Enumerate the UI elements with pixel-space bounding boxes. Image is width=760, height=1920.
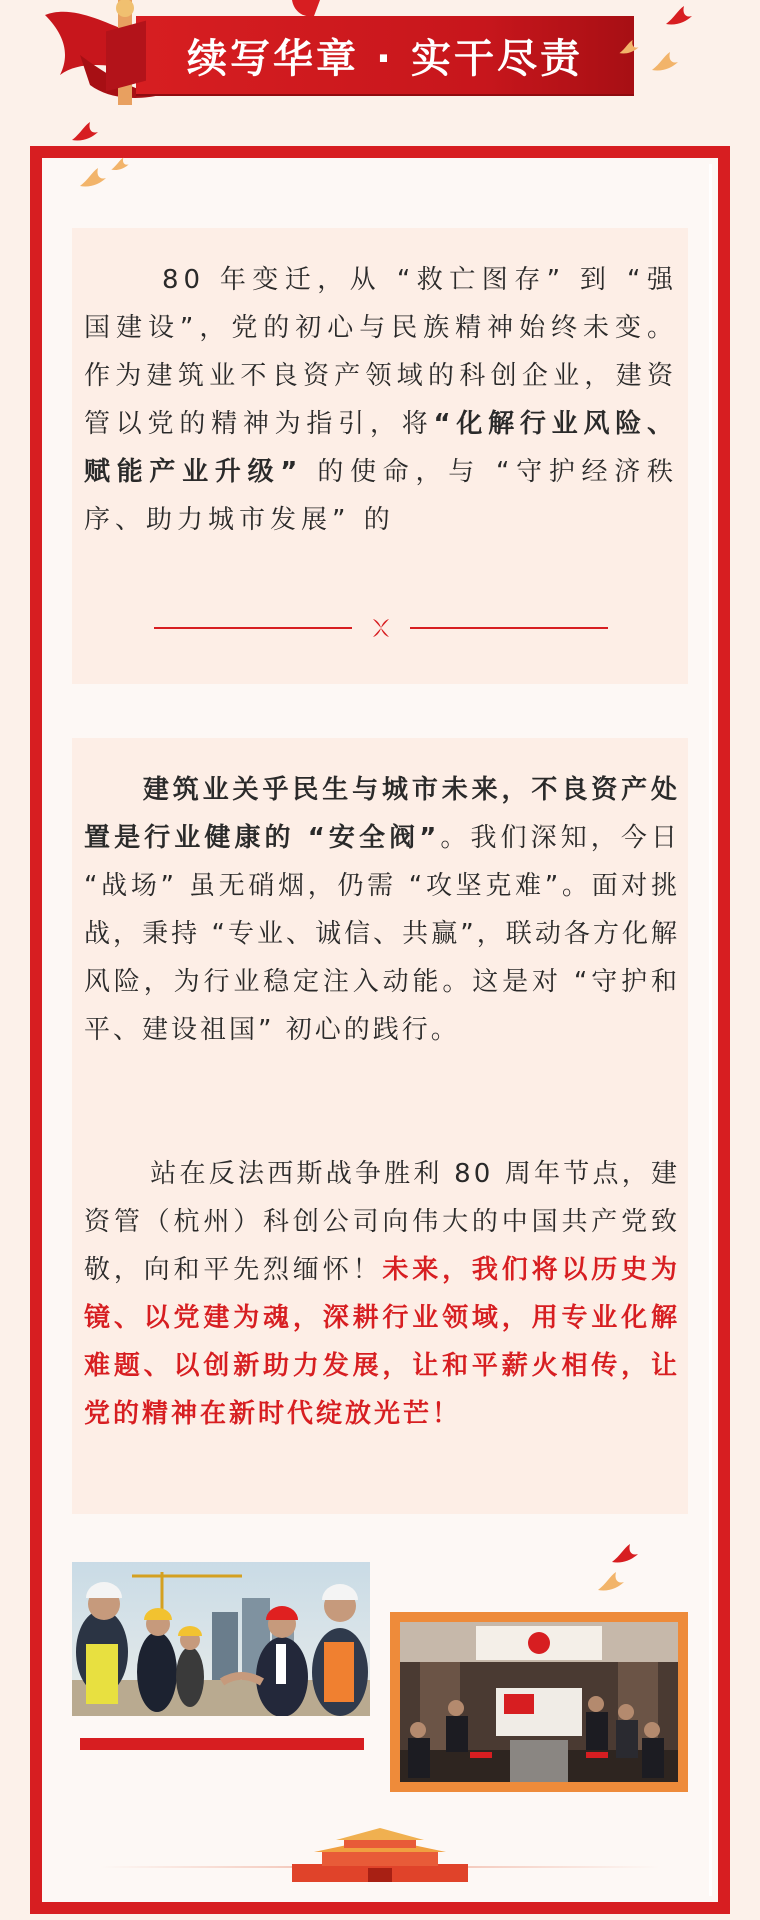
dove-icon	[596, 1570, 626, 1596]
title-banner	[136, 16, 634, 94]
divider-left	[154, 627, 352, 629]
paragraph-text: 站在反法西斯战争胜利 80 周年节点，建资管（杭州）科创公司向伟大的中国共产党致敬，向和平先烈缅怀！	[84, 1159, 680, 1285]
future-pledge-highlight: 未来，我们将以历史为镜、以党建为魂，深耕行业领域，用专业化解难题、以创新助力发展，让和平薪火相传，让党的精神在新时代绽放光芒！	[84, 1255, 680, 1429]
page-title: 续写华章 · 实干尽责	[186, 35, 584, 82]
party-meeting-photo	[400, 1622, 678, 1782]
party-meeting-photo-frame	[390, 1612, 688, 1792]
construction-handshake-photo	[72, 1562, 370, 1716]
paragraph-tribute	[84, 1150, 680, 1438]
dove-icon	[610, 1542, 640, 1568]
dove-icon	[618, 38, 640, 58]
dove-icon	[650, 50, 680, 76]
dove-icon	[664, 4, 694, 30]
photo-underline-bar	[80, 1738, 364, 1750]
dove-icon	[78, 166, 108, 192]
dove-icon	[110, 156, 130, 174]
divider-ornament-icon	[369, 616, 393, 640]
dove-icon	[70, 120, 100, 146]
paragraph-text: 。我们深知，今日 “战场” 虽无硝烟，仍需 “攻坚克难”。面对挑战，秉持 “专业、诚信、共赢”，联动各方化解风险，为行业稳定注入动能。这是对 “守护和平、建设祖国” 初心的践行。	[84, 823, 680, 1045]
safety-valve-highlight: 建筑业关乎民生与城市未来，不良资产处置是行业健康的 “安全阀”	[84, 775, 680, 853]
divider-right	[410, 627, 608, 629]
mission-highlight: “化解行业风险、赋能产业升级”	[84, 409, 678, 487]
paragraph-text: 80 年变迁，从 “救亡图存” 到 “强国建设”，党的初心与民族精神始终未变。作为建筑业不良资产领域的科创企业，建资管以党的精神为指引，将	[84, 265, 678, 439]
paragraph-industry	[84, 766, 680, 1054]
paragraph-text: 的使命，与 “守护经济秩序、助力城市发展” 的	[84, 457, 678, 535]
tiananmen-gate-icon	[292, 1826, 468, 1882]
paragraph-history	[84, 256, 678, 544]
